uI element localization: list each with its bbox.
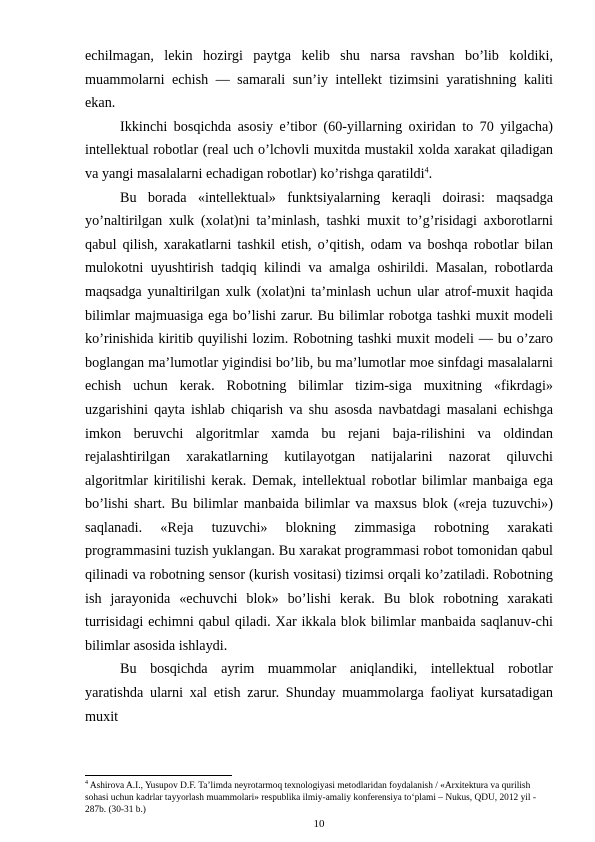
footnote-text: Ashirova A.I., Yusupov D.F. Ta’limda neyrotarmoq texnologiyasi metodlaridan foydalanish / «Arxitektura va qurilish sohasi uchun kadrlar tayyorlash muammolari» respublika ilmiy-amaliy konferensiya to‘plami – Nukus, QDU, 2012 yil - 287b. (30-31 b.): [85, 781, 536, 815]
paragraph-text: Ikkinchi bosqichda asosiy e’tibor (60-yillarning oxiridan to 70 yilgacha) intellektual robotlar (real uch o’lchovli muxitda mustakil xolda xarakat qiladigan va yangi masalalarni echadigan robotlar) ko’rishga qaratildi: [85, 118, 553, 182]
paragraph: Bu bosqichda ayrim muammolar aniqlandiki, intellektual robotlar yaratishda ularni xal etish zarur. Shunday muammolarga faoliyat kursatadigan muxit: [85, 661, 553, 725]
page-number: 10: [313, 818, 325, 830]
paragraph: [85, 116, 553, 187]
paragraph: echilmagan, lekin hozirgi paytga kelib shu narsa ravshan bo’lib koldiki, muammolarni echish — samarali sun’iy intellekt tizimsini yaratishning kaliti ekan.: [85, 48, 553, 112]
footnote-marker: 4: [85, 779, 88, 786]
body-text: [85, 45, 553, 729]
footnote-reference[interactable]: 4: [424, 165, 429, 175]
paragraph-text-end: .: [428, 165, 433, 182]
paragraph: Bu borada «intellektual» funktsiyalarning keraqli doirasi: maqsadga yo’naltirilgan xulk (xolat)ni ta’minlash, tashki muxit to’g’risidagi axborotlarni qabul qilish, xarakatlarni tashkil etish, o’qitish, odam va boshqa robotlar bilan mulokotni uyushtirish tadqiq kilindi va amalga oshirildi. Masalan, robotlarda maqsadga yunaltirilgan xulk (xolat)ni ta’minlash uchun ular atrof-muxit haqida bilimlar majmuasiga ega bo’lishi zarur. Bu bilimlar robotga tashki muxit modeli ko’rinishida kiritib quyilishi lozim. Robotning tashki muxit modeli — bu o’zaro boglangan ma’lumotlar yigindisi bo’lib, bu ma’lumotlar moe sinfdagi masalalarni echish uchun kerak. Robotning bilimlar tizim-siga muxitning «fikrdagi» uzgarishini qayta ishlab chiqarish va shu asosda navbatdagi masalani echishga imkon beruvchi algoritmlar xamda bu rejani baja-rilishini va oldindan rejalashtirilgan xarakatlarning kutilayotgan natijalarini nazorat qiluvchi algoritmlar kiritilishi kerak. Demak, intellektual robotlar bilimlar manbaiga ega bo’lishi shart. Bu bilimlar manbaida bilimlar va maxsus blok («reja tuzuvchi») saqlanadi. «Reja tuzuvchi» blokning zimmasiga robotning xarakati programmasini tuzish yuklangan. Bu xarakat programmasi robot tomonidan qabul qilinadi va robotning sensor (kurish vositasi) tizimsi orqali ko’zatiladi. Robotning ish jarayonida «echuvchi blok» bo’lishi kerak. Bu blok robotning xarakati turrisidagi echimni qabul qiladi. Xar ikkala blok bilimlar manbaida saqlanuv-chi bilimlar asosida ishlaydi.: [85, 189, 553, 654]
footnote-separator: [85, 775, 232, 776]
footnote: [85, 780, 553, 816]
